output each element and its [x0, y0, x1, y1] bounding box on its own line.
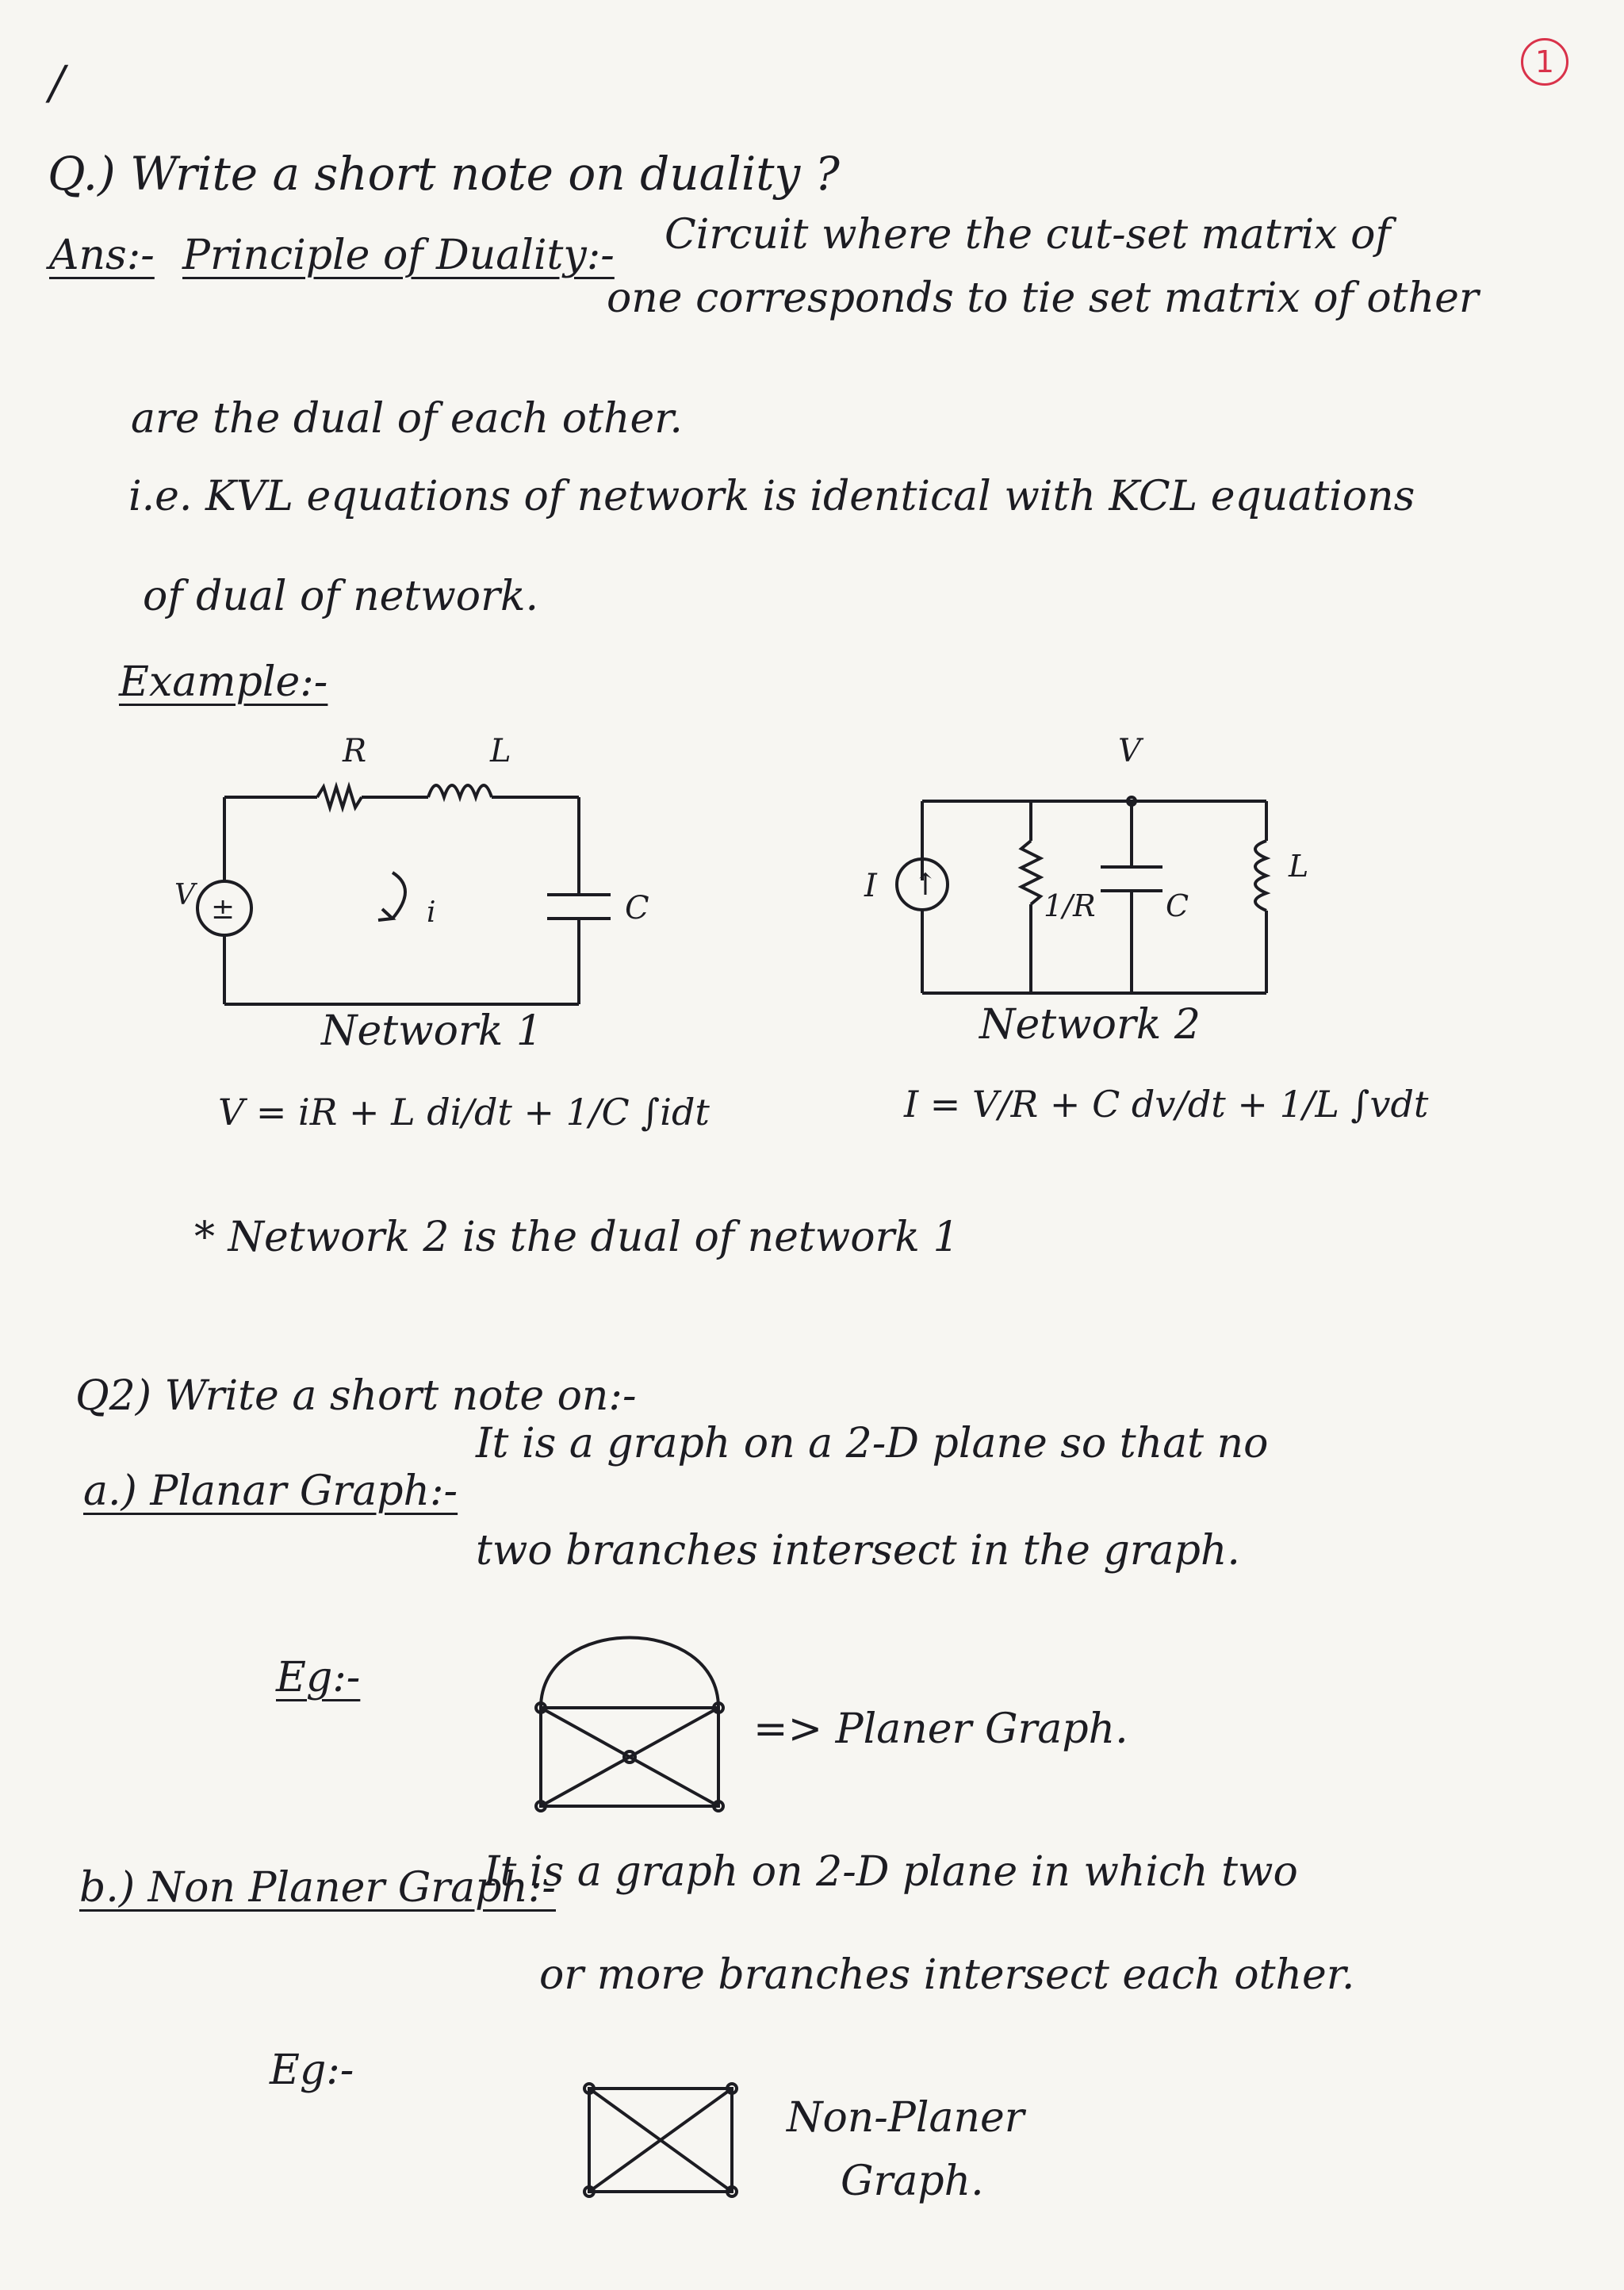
- network2-resistor: [1021, 841, 1040, 904]
- planar-line2: two branches intersect in the graph.: [476, 1527, 1240, 1575]
- network2-label-c: C: [1166, 888, 1189, 923]
- planar-graph-figure: [531, 1630, 737, 1812]
- network1-label-l: L: [490, 733, 511, 769]
- non-planar-caption-line1: Non-Planer: [787, 2094, 1025, 2142]
- network2-source-symbol: ↑: [913, 867, 938, 902]
- non-planar-line2: or more branches intersect each other.: [539, 1951, 1355, 1999]
- network2-caption: Network 2: [979, 1001, 1201, 1049]
- network2-equation: I = V/R + C dv/dt + 1/L ∫vdt: [904, 1083, 1429, 1126]
- q2-question: Q2) Write a short note on:-: [75, 1372, 637, 1420]
- non-planar-graph-figure: [583, 2082, 741, 2201]
- eg-a-label: Eg:-: [276, 1654, 361, 1701]
- network1-resistor: [317, 787, 362, 807]
- network1-label-v: V: [174, 879, 195, 911]
- q1-line2: one corresponds to tie set matrix of other: [607, 274, 1479, 322]
- planar-graph-arc: [541, 1638, 718, 1709]
- network1-equation: V = iR + L di/dt + 1/C ∫idt: [218, 1091, 710, 1133]
- q1-line1: Circuit where the cut-set matrix of: [665, 211, 1391, 259]
- ans-label: Ans:-: [49, 232, 155, 279]
- planar-graph-caption: => Planer Graph.: [753, 1705, 1128, 1753]
- q1-line5: of dual of network.: [143, 573, 538, 620]
- network2-label-r: 1/R: [1044, 888, 1096, 923]
- corner-slash-mark: /: [49, 56, 65, 109]
- eg-b-label: Eg:-: [270, 2046, 354, 2094]
- network2-label-v: V: [1118, 733, 1141, 769]
- q1-line3: are the dual of each other.: [131, 395, 683, 443]
- network1-current-loop-arrow: [393, 873, 405, 919]
- network1-caption: Network 1: [321, 1007, 542, 1055]
- principle-of-duality-heading: Principle of Duality:-: [182, 232, 615, 279]
- non-planar-caption-line2: Graph.: [841, 2158, 984, 2205]
- network2-label-i: I: [864, 868, 877, 904]
- q1-question: Q.) Write a short note on duality ?: [48, 147, 840, 201]
- planar-graph-heading: a.) Planar Graph:-: [83, 1467, 458, 1515]
- non-planar-graph-heading: b.) Non Planer Graph:-: [79, 1864, 556, 1912]
- network1-label-c: C: [625, 890, 649, 926]
- network2-circuit-diagram: [841, 733, 1332, 1023]
- network2-inductor: [1255, 841, 1266, 911]
- network2-label-l: L: [1289, 849, 1309, 884]
- network1-label-i: i: [427, 896, 436, 929]
- non-planar-line1: It is a graph on 2-D plane in which two: [484, 1848, 1298, 1896]
- planar-line1: It is a graph on a 2-D plane so that no: [476, 1420, 1269, 1467]
- dual-note: * Network 2 is the dual of network 1: [194, 1214, 959, 1261]
- network1-circuit-diagram: [174, 733, 666, 1023]
- network1-label-r: R: [343, 733, 367, 769]
- q1-line4: i.e. KVL equations of network is identical with KCL equations: [128, 473, 1415, 520]
- network1-source-symbol: ±: [211, 893, 236, 926]
- page-number: 1: [1521, 38, 1568, 86]
- network1-inductor: [428, 785, 492, 797]
- example-label: Example:-: [119, 658, 328, 706]
